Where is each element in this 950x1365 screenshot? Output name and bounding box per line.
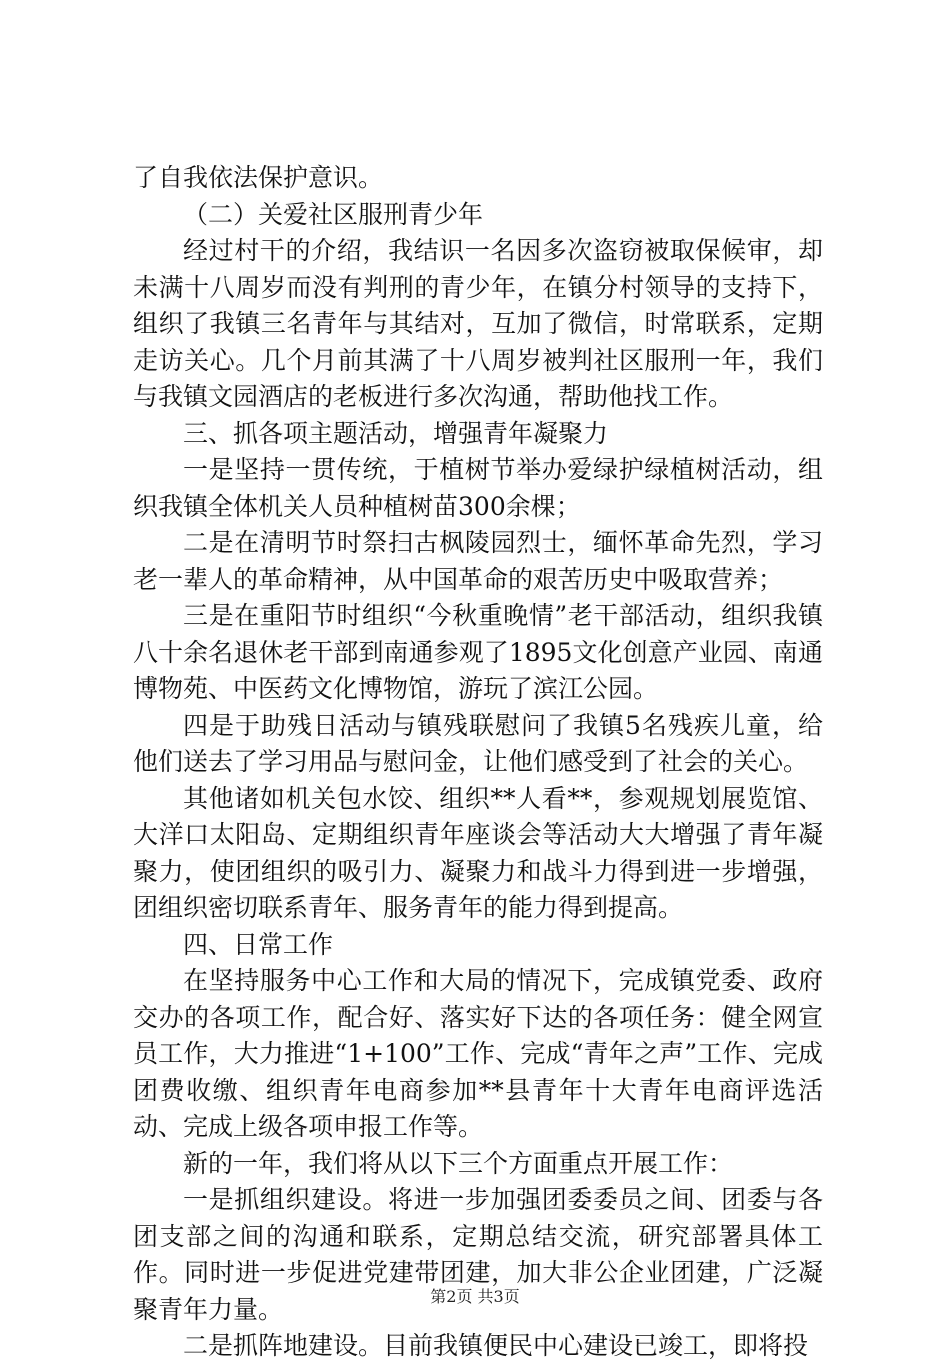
paragraph-community-youth: 经过村干的介绍，我结识一名因多次盗窃被取保候审，却未满十八周岁而没有判刑的青少年，在镇分村领导的支持下，组织了我镇三名青年与其结对，互加了微信，时常联系，定期走访关心。几个月前其满了十八周岁被判社区服刑一年，我们与我镇文园酒店的老板进行多次沟通，帮助他找工作。 (133, 236, 823, 411)
paragraph-chongyang: 三是在重阳节时组织“今秋重晚情”老干部活动，组织我镇八十余名退休老干部到南通参观了1895文化创意产业园、南通博物苑、中医药文化博物馆，游玩了滨江公园。 (133, 601, 823, 703)
paragraph-new-year-intro: 新的一年，我们将从以下三个方面重点开展工作： (183, 1148, 734, 1178)
heading-daily-work: 四、日常工作 (183, 929, 334, 959)
paragraph-other-activities: 其他诸如机关包水饺、组织**人看**，参观规划展览馆、大洋口太阳岛、定期组织青年座谈会等活动大大增强了青年凝聚力，使团组织的吸引力、凝聚力和战斗力得到进一步增强，团组织密切联系青年、服务青年的能力得到提高。 (133, 783, 823, 922)
document-body (133, 160, 823, 1365)
page-number-footer: 第2页 共3页 (430, 1287, 520, 1306)
paragraph-disabled-day: 四是于助残日活动与镇残联慰问了我镇5名残疾儿童，给他们送去了学习用品与慰问金，让他们感受到了社会的关心。 (133, 710, 823, 776)
paragraph-continuation: 了自我依法保护意识。 (133, 163, 384, 192)
paragraph-daily-work: 在坚持服务中心工作和大局的情况下，完成镇党委、政府交办的各项工作，配合好、落实好下达的各项任务：健全网宣员工作，大力推进“1+100”工作、完成“青年之声”工作、完成团费收缴、组织青年电商参加**县青年十大青年电商评选活动、完成上级各项申报工作等。 (133, 966, 823, 1141)
paragraph-tree-planting: 一是坚持一贯传统，于植树节举办爱绿护绿植树活动，组织我镇全体机关人员种植树苗300余棵； (133, 455, 823, 521)
paragraph-position-building: 二是抓阵地建设。目前我镇便民中心建设已竣工，即将投 (183, 1331, 809, 1360)
paragraph-qingming: 二是在清明节时祭扫古枫陵园烈士，缅怀革命先烈，学习老一辈人的革命精神，从中国革命的艰苦历史中吸取营养； (133, 528, 823, 594)
paragraph-organization-building: 一是抓组织建设。将进一步加强团委委员之间、团委与各团支部之间的沟通和联系，定期总结交流，研究部署具体工作。同时进一步促进党建带团建，加大非公企业团建，广泛凝聚青年力量。 (133, 1185, 823, 1324)
heading-theme-activities: 三、抓各项主题活动，增强青年凝聚力 (183, 418, 609, 448)
subheading-community-youth: （二）关爱社区服刑青少年 (183, 199, 484, 229)
